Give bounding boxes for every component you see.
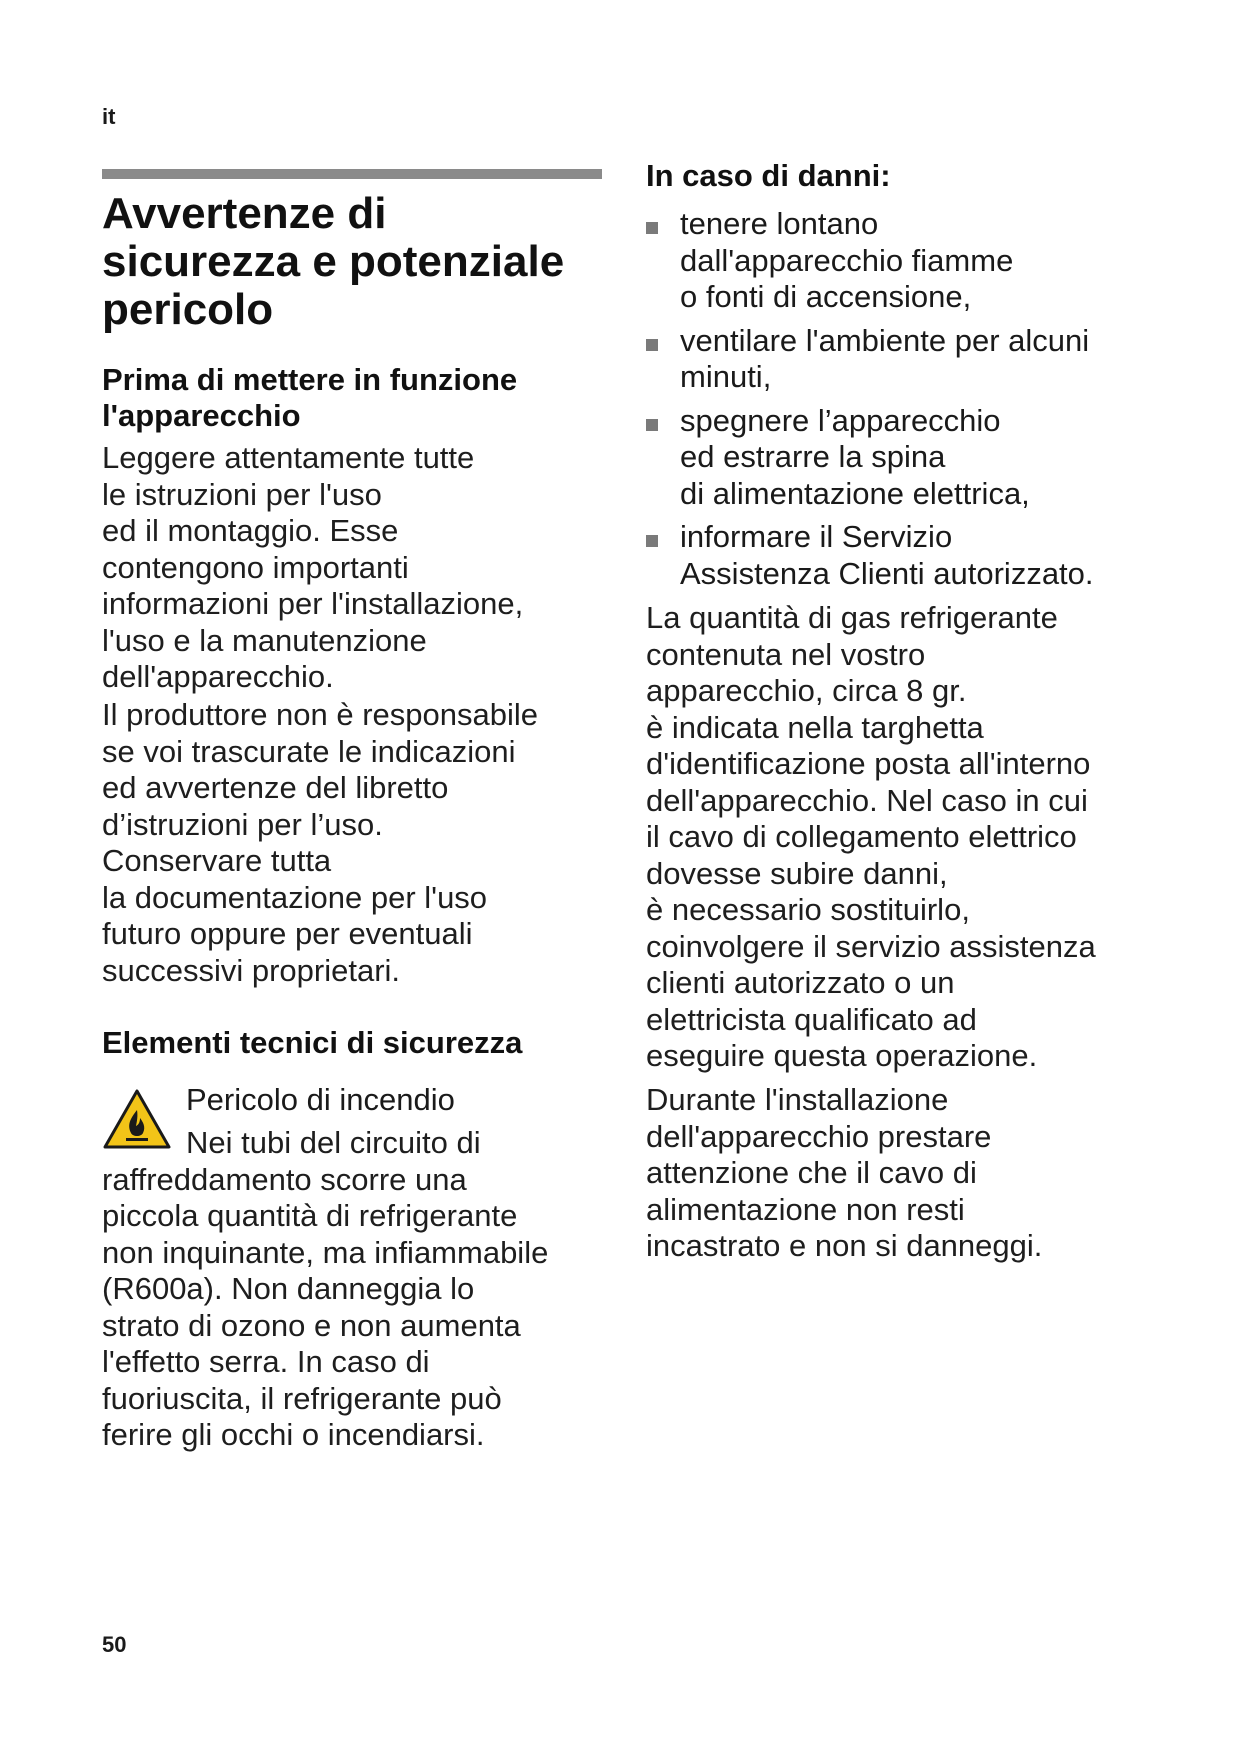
list-item: informare il Servizio Assistenza Clienti autorizzato. [646, 519, 1146, 592]
section-heading-in-case-of-damage: In caso di danni: [646, 158, 891, 193]
warning-title: Pericolo di incendio [186, 1082, 455, 1117]
paragraph-manufacturer-liability: Il produttore non è responsabile se voi trascurate le indicazioni ed avvertenze del libretto d’istruzioni per l’uso. Conservare tutta la documentazione per l'uso futuro oppure per eventuali successivi proprietari. [102, 697, 539, 988]
page-number: 50 [102, 1632, 127, 1657]
square-bullet-icon [646, 222, 658, 234]
square-bullet-icon [646, 339, 658, 351]
section-heading-before-use: Prima di mettere in funzione l'apparecchio [102, 362, 518, 433]
list-item: tenere lontano dall'apparecchio fiamme o fonti di accensione, [646, 206, 1146, 316]
square-bullet-icon [646, 535, 658, 547]
paragraph-fire-hazard: Nei tubi del circuito di raffreddamento scorre una piccola quantità di refrigerante non inquinante, ma infiammabile (R600a). Non danneggia lo strato di ozono e non aumenta l'effetto serra. In caso di fuoriuscita, il refrigerante può ferire gli occhi o incendiarsi. [102, 1125, 549, 1452]
list-item: spegnere l’apparecchio ed estrarre la spina di alimentazione elettrica, [646, 403, 1146, 513]
damage-actions-list [646, 206, 1146, 599]
page-title: Avvertenze di sicurezza e potenziale pericolo [102, 189, 565, 334]
language-code: it [102, 104, 116, 129]
paragraph-refrigerant-quantity: La quantità di gas refrigerante contenuta nel vostro apparecchio, circa 8 gr. è indicata nella targhetta d'identificazione posta all'interno dell'apparecchio. Nel caso in cui il cavo di collegamento elettrico dovesse subire danni, è necessario sostituirlo, coinvolgere il servizio assistenza clienti autorizzato o un elettricista qualificato ad eseguire questa operazione. [646, 600, 1096, 1073]
paragraph-read-instructions: Leggere attentamente tutte le istruzioni per l'uso ed il montaggio. Esse contengono importanti informazioni per l'installazione, l'uso e la manutenzione dell'apparecchio. [102, 440, 524, 694]
list-item: ventilare l'ambiente per alcuni minuti, [646, 323, 1146, 396]
paragraph-installation-cable: Durante l'installazione dell'apparecchio prestare attenzione che il cavo di alimentazione non resti incastrato e non si danneggi. [646, 1082, 1043, 1263]
section-heading-safety-elements: Elementi tecnici di sicurezza [102, 1025, 523, 1060]
section-divider [102, 169, 602, 179]
square-bullet-icon [646, 419, 658, 431]
